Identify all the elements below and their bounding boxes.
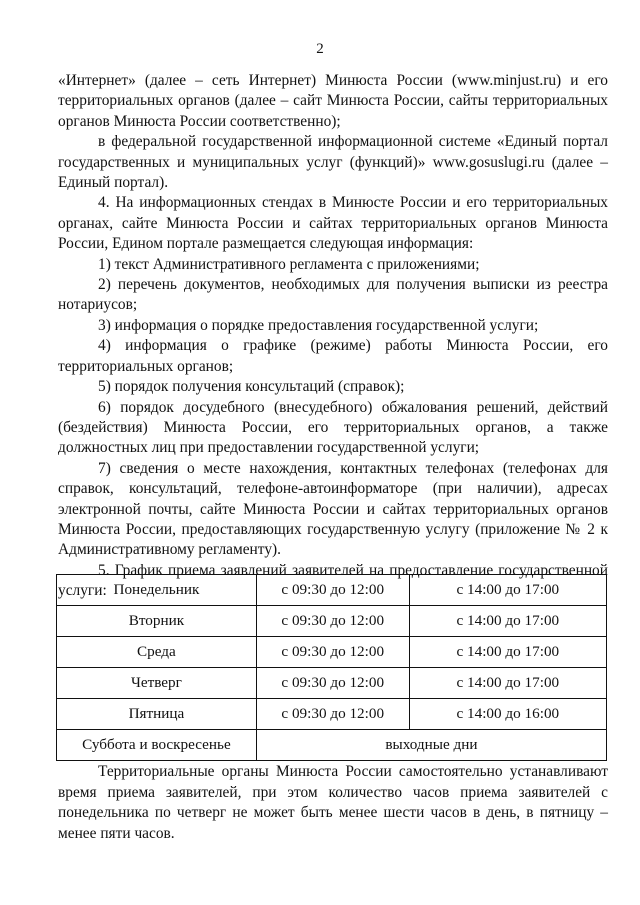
table-row <box>57 730 607 761</box>
schedule-weekend-value: выходные дни <box>256 730 606 761</box>
closing-section <box>58 762 608 844</box>
schedule-morning-hours: с 09:30 до 12:00 <box>256 637 409 668</box>
schedule-morning-hours: с 09:30 до 12:00 <box>256 575 409 606</box>
document-body <box>58 71 608 602</box>
list-item-7: 7) сведения о месте нахождения, контактных телефонах (телефонах для справок, консультаций, телефоне-автоинформаторе (при наличии), адресах электронной почты, сайте Минюста России и сайтах территориальных органов Минюста России, предоставляющих государственную услугу (приложение № 2 к Административному регламенту). <box>58 459 608 559</box>
schedule-afternoon-hours: с 14:00 до 17:00 <box>409 668 606 699</box>
page-number: 2 <box>316 41 324 57</box>
paragraph-info-stands: 4. На информационных стендах в Минюсте России и его территориальных органах, сайте Минюста России и сайтах территориальных органов Минюста России, Едином портале размещается следующая информация: <box>58 194 608 253</box>
schedule-afternoon-hours: с 14:00 до 16:00 <box>409 699 606 730</box>
schedule-morning-hours: с 09:30 до 12:00 <box>256 668 409 699</box>
schedule-morning-hours: с 09:30 до 12:00 <box>256 699 409 730</box>
schedule-morning-hours: с 09:30 до 12:00 <box>256 606 409 637</box>
paragraph-internet-sites: «Интернет» (далее – сеть Интернет) Минюста России (www.minjust.ru) и его территориальных органов (далее – сайт Минюста России, сайты территориальных органов Минюста России соответственно); <box>58 72 608 130</box>
schedule-day: Среда <box>57 637 257 668</box>
table-row <box>57 699 607 730</box>
list-item-6: 6) порядок досудебного (внесудебного) обжалования решений, действий (бездействия) Минюста России, его территориальных органов, а также должностных лиц при предоставлении государственной услуги; <box>58 398 608 457</box>
schedule-afternoon-hours: с 14:00 до 17:00 <box>409 606 606 637</box>
list-item-3: 3) информация о порядке предоставления государственной услуги; <box>98 316 539 334</box>
paragraph-schedule-intro: 5. График приема заявлений заявителей на предоставление государственной услуги: <box>58 561 608 600</box>
schedule-weekend-day: Суббота и воскресенье <box>57 730 257 761</box>
list-item-1: 1) текст Административного регламента с приложениями; <box>98 255 480 273</box>
schedule-afternoon-hours: с 14:00 до 17:00 <box>409 637 606 668</box>
paragraph-unified-portal: в федеральной государственной информационной системе «Единый портал государственных и муниципальных услуг (функций)» www.gosuslugi.ru (далее – Единый портал). <box>58 133 608 192</box>
schedule-day: Пятница <box>57 699 257 730</box>
list-item-2: 2) перечень документов, необходимых для получения выписки из реестра нотариусов; <box>58 276 608 314</box>
schedule-day: Понедельник <box>57 575 257 606</box>
list-item-4: 4) информация о графике (режиме) работы Минюста России, его территориальных органов; <box>58 337 608 375</box>
table-row <box>57 668 607 699</box>
table-row <box>57 606 607 637</box>
schedule-day: Четверг <box>57 668 257 699</box>
paragraph-territorial-hours: Территориальные органы Минюста России самостоятельно устанавливают время приема заявителей, при этом количество часов приема заявителей с понедельника по четверг не может быть менее шести часов в день, в пятницу – менее пяти часов. <box>58 763 608 842</box>
list-item-5: 5) порядок получения консультаций (справок); <box>98 378 405 396</box>
table-row <box>57 637 607 668</box>
reception-schedule-table <box>56 574 607 761</box>
schedule-day: Вторник <box>57 606 257 637</box>
table-row <box>57 575 607 606</box>
schedule-afternoon-hours: с 14:00 до 17:00 <box>409 575 606 606</box>
